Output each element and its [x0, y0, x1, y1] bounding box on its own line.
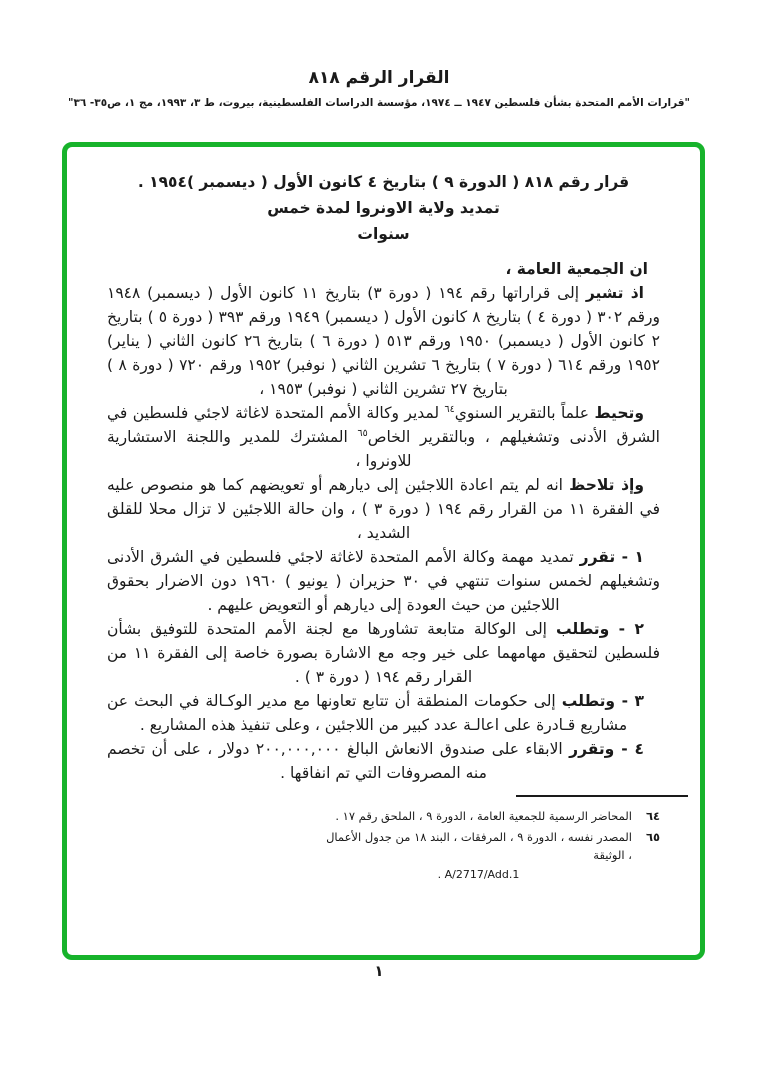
recital-takes-note-text-3: المشترك للمدير واللجنة الاستشارية للاونروا ، [107, 428, 412, 470]
source-citation: "قرارات الأمم المتحدة بشأن فلسطين ١٩٤٧ ــ ١٩٧٤، مؤسسة الدراسات الفلسطينية، بيروت، ط ٣، ١٩٩٣، مج ١، ص٣٥- ٣٦" [67, 97, 691, 109]
footnote-row-65 [325, 828, 660, 884]
footnote-text-64: المحاضر الرسمية للجمعية العامة ، الدورة ٩ ، الملحق رقم ١٧ . [335, 809, 632, 823]
recital-recalls-text: إلى قراراتها رقم ١٩٤ ( دورة ٣) بتاريخ ١١ كانون الأول ( ديسمبر) ١٩٤٨ ورقم ٣٠٢ ( دورة ٤ ) بتاريخ ٨ كانون الأول ( ديسمبر) ١٩٤٩ ورقم ٣٩٣ ( دورة ٥ ) بتاريخ ٢ كانون الأول ( ديسمبر) ١٩٥٠ ورقم ٥١٣ ( دورة ٦ ) بتاريخ ٢٦ كانون الثاني ( يناير) ١٩٥٢ ورقم ٦١٤ ( دورة ٧ ) بتاريخ ٦ تشرين الثاني ( نوفبر) ١٩٥٢ ورقم ٧٢٠ ( دورة ٨ ) بتاريخ ٢٧ تشرين الثاني ( نوفبر) ١٩٥٣ ، [107, 284, 661, 398]
recital-observes [107, 473, 660, 545]
clause-4-text: الابقاء على صندوق الانعاش البالغ ٢٠٠,٠٠٠,٠٠٠ دولار ، على أن تخصم منه المصروفات التي تم انفاقها . [107, 740, 570, 782]
document-header [0, 68, 758, 109]
footnote-number-64: ٦٤ [645, 809, 660, 823]
operative-clause-2 [107, 617, 660, 689]
heading-line-3: سنوات [357, 225, 410, 243]
recital-takes-note-lead: وتحيط [594, 404, 644, 422]
clause-2-text: إلى الوكالة متابعة تشاورها مع لجنة الأمم المتحدة للتوفيق بشأن فلسطين لتحقيق مهامهما على خير وجه مع الاشارة بصورة خاصة إلى الفقرة ١١ من القرار رقم ١٩٤ ( دورة ٣ ) . [107, 620, 661, 686]
footnote-marker-65: ٦٥ [357, 427, 368, 439]
heading-line-1: قرار رقم ٨١٨ ( الدورة ٩ ) بتاريخ ٤ كانون الأول ( ديسمبر )١٩٥٤ . [137, 173, 630, 191]
clause-2-number: ٢ - [609, 620, 644, 638]
footnotes [325, 807, 660, 884]
clause-3-text: إلى حكومات المنطقة أن تتابع تعاونها مع مدير الوكـالة في البحث عن مشاريع قـادرة على اعالـة عدد كبير من اللاجئين ، وعلى تنفيذ هذه المشاريع . [107, 692, 628, 734]
clause-1-lead: تقرر [579, 548, 616, 566]
clause-1-text: تمديد مهمة وكالة الأمم المتحدة لاغاثة لاجئي فلسطين في الشرق الأدنى وتشغيلهم لخمس سنوات تنتهي في ٣٠ حزيران ( يونيو ) ١٩٦٠ دون الاضرار بحقوق اللاجئين من حيث العودة إلى ديارهم أو التعويض عليهم . [107, 548, 660, 614]
preamble-opening: ان الجمعية العامة ، [505, 260, 648, 278]
resolution-heading [107, 169, 660, 247]
footnote-marker-64: ٦٤ [444, 403, 455, 415]
operative-clause-1 [107, 545, 660, 617]
clause-3-lead: وتطلب [561, 692, 616, 710]
footnote-text-65 [325, 828, 632, 884]
recital-observes-text: انه لم يتم اعادة اللاجئين إلى ديارهم أو تعويضهم كما هو منصوص عليه في الفقرة ١١ من القرار رقم ١٩٤ ( دورة ٣ ) ، وان حالة اللاجئين لا تزال محلا للقلق الشديد ، [107, 476, 660, 542]
footnote-divider [516, 795, 688, 797]
recital-recalls-lead: اذ تشير [585, 284, 644, 302]
footnote-text-65-line: المصدر نفسه ، الدورة ٩ ، المرفقات ، البند ١٨ من جدول الأعمال ، الوثيقة [326, 830, 632, 862]
clause-4-lead: وتقرر [569, 740, 615, 758]
recital-recalls [107, 281, 660, 401]
document-reference: A/2717/Add.1 . [437, 868, 520, 881]
clause-2-lead: وتطلب [555, 620, 610, 638]
page-number: ١ [374, 962, 384, 980]
clause-3-number: ٣ - [615, 692, 644, 710]
clause-4-number: ٤ - [614, 740, 644, 758]
recital-takes-note-text-1: علماً بالتقرير السنوي [454, 404, 595, 422]
recital-observes-lead: وإذ تلاحظ [569, 476, 644, 494]
footnote-row-64 [325, 807, 660, 825]
clause-1-number: ١ - [615, 548, 644, 566]
resolution-frame [62, 142, 705, 960]
recital-takes-note-text-2: لمدير وكالة الأمم المتحدة لاغاثة لاجئي فلسطين في الشرق الأدنى وتشغيلهم ، وبالتقرير الخاص [107, 404, 660, 446]
heading-line-2: تمديد ولاية الاونروا لمدة خمس [267, 199, 500, 217]
footnote-number-65: ٦٥ [645, 830, 660, 844]
operative-clause-4 [107, 737, 660, 785]
recital-takes-note [107, 401, 660, 473]
resolution-title: القرار الرقم ٨١٨ [308, 68, 450, 88]
operative-clause-3 [107, 689, 660, 737]
